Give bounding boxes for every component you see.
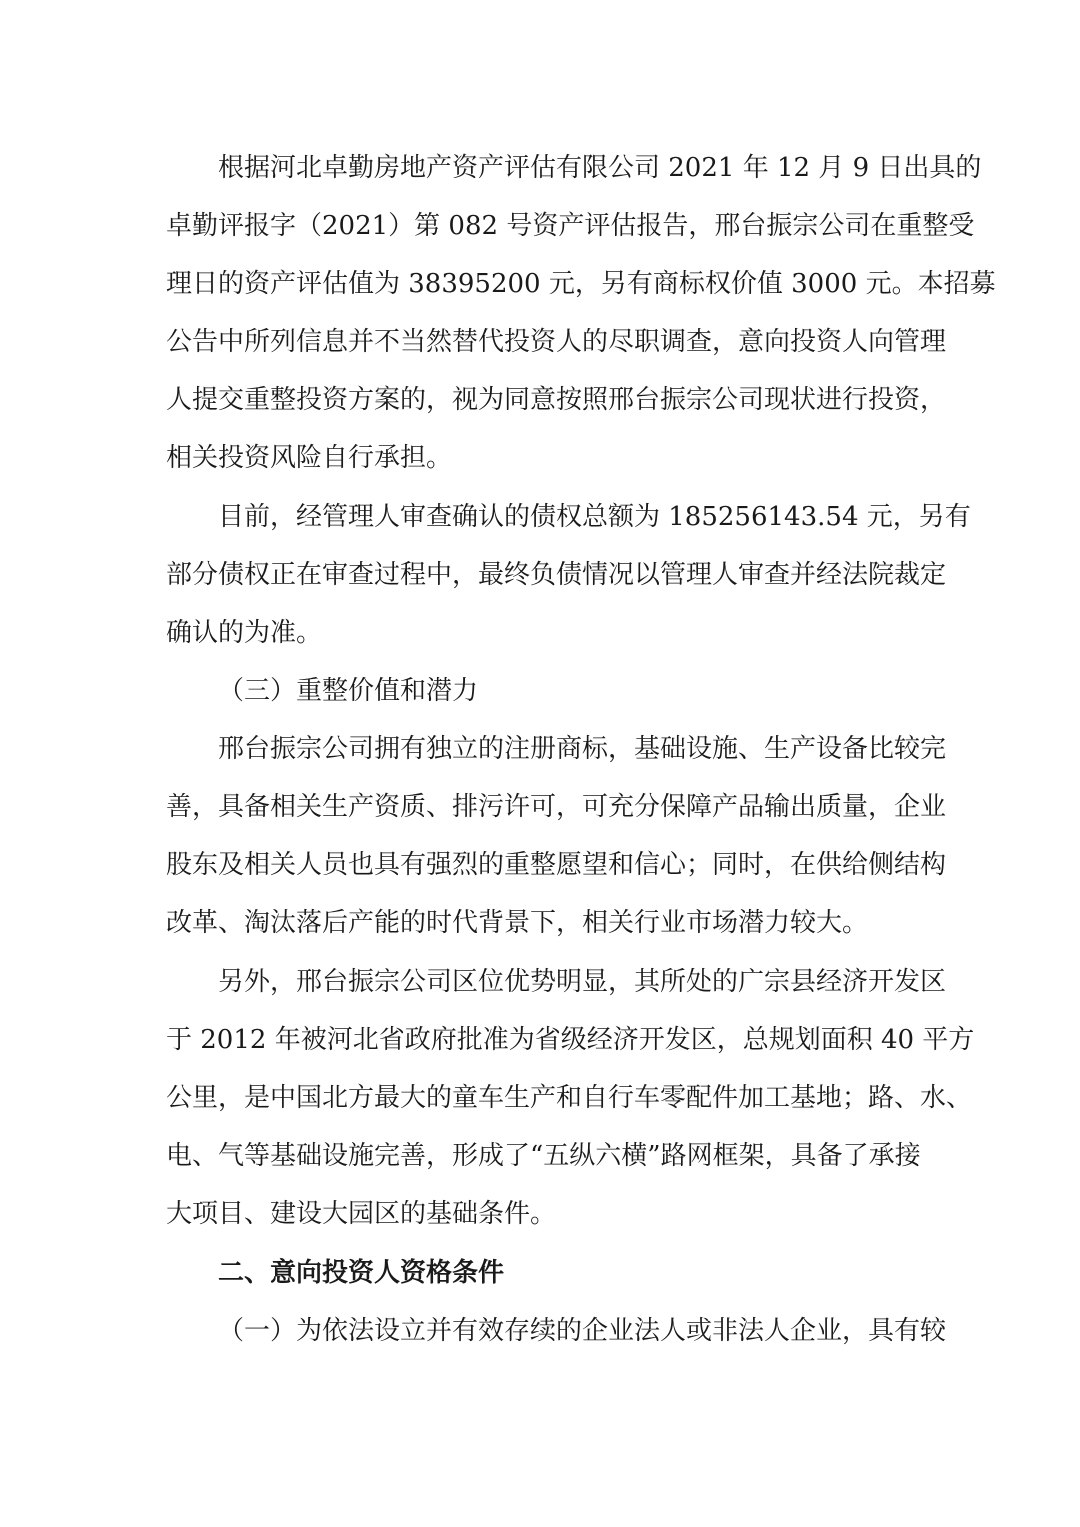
paragraph-4-line-1: 另外，邢台振宗公司区位优势明显，其所处的广宗县经济开发区: [218, 967, 947, 997]
paragraph-4-line-4: 电、气等基础设施完善，形成了“五纵六横”路网框架，具备了承接: [166, 1141, 921, 1171]
paragraph-1-line-1: 根据河北卓勤房地产资产评估有限公司 2021 年 12 月 9 日出具的: [218, 153, 982, 183]
paragraph-2-line-2: 部分债权正在审查过程中，最终负债情况以管理人审查并经法院裁定: [166, 560, 947, 590]
paragraph-1-line-3: 理日的资产评估值为 38395200 元，另有商标权价值 3000 元。本招募: [166, 269, 996, 299]
paragraph-4-line-3: 公里，是中国北方最大的童车生产和自行车零配件加工基地；路、水、: [166, 1083, 973, 1113]
paragraph-3-line-3: 股东及相关人员也具有强烈的重整愿望和信心；同时，在供给侧结构: [166, 850, 947, 880]
paragraph-1-line-6: 相关投资风险自行承担。: [166, 443, 453, 473]
section-heading-3: （三）重整价值和潜力: [218, 676, 479, 706]
paragraph-3-line-4: 改革、淘汰落后产能的时代背景下，相关行业市场潜力较大。: [166, 908, 869, 938]
paragraph-2-line-3: 确认的为准。: [166, 618, 323, 648]
paragraph-1-line-4: 公告中所列信息并不当然替代投资人的尽职调查，意向投资人向管理: [166, 327, 947, 357]
paragraph-1-line-2: 卓勤评报字（2021）第 082 号资产评估报告，邢台振宗公司在重整受: [166, 211, 975, 241]
paragraph-3-line-2: 善，具备相关生产资质、排污许可，可充分保障产品输出质量，企业: [166, 792, 947, 822]
paragraph-3-line-1: 邢台振宗公司拥有独立的注册商标，基础设施、生产设备比较完: [218, 734, 947, 764]
paragraph-4-line-2: 于 2012 年被河北省政府批准为省级经济开发区，总规划面积 40 平方: [166, 1025, 975, 1055]
paragraph-5-line-1: （一）为依法设立并有效存续的企业法人或非法人企业，具有较: [218, 1316, 947, 1346]
section-heading-2: 二、意向投资人资格条件: [218, 1258, 505, 1288]
paragraph-2-line-1: 目前，经管理人审查确认的债权总额为 185256143.54 元，另有: [218, 502, 971, 532]
paragraph-4-line-5: 大项目、建设大园区的基础条件。: [166, 1199, 557, 1229]
paragraph-1-line-5: 人提交重整投资方案的，视为同意按照邢台振宗公司现状进行投资，: [166, 385, 947, 415]
